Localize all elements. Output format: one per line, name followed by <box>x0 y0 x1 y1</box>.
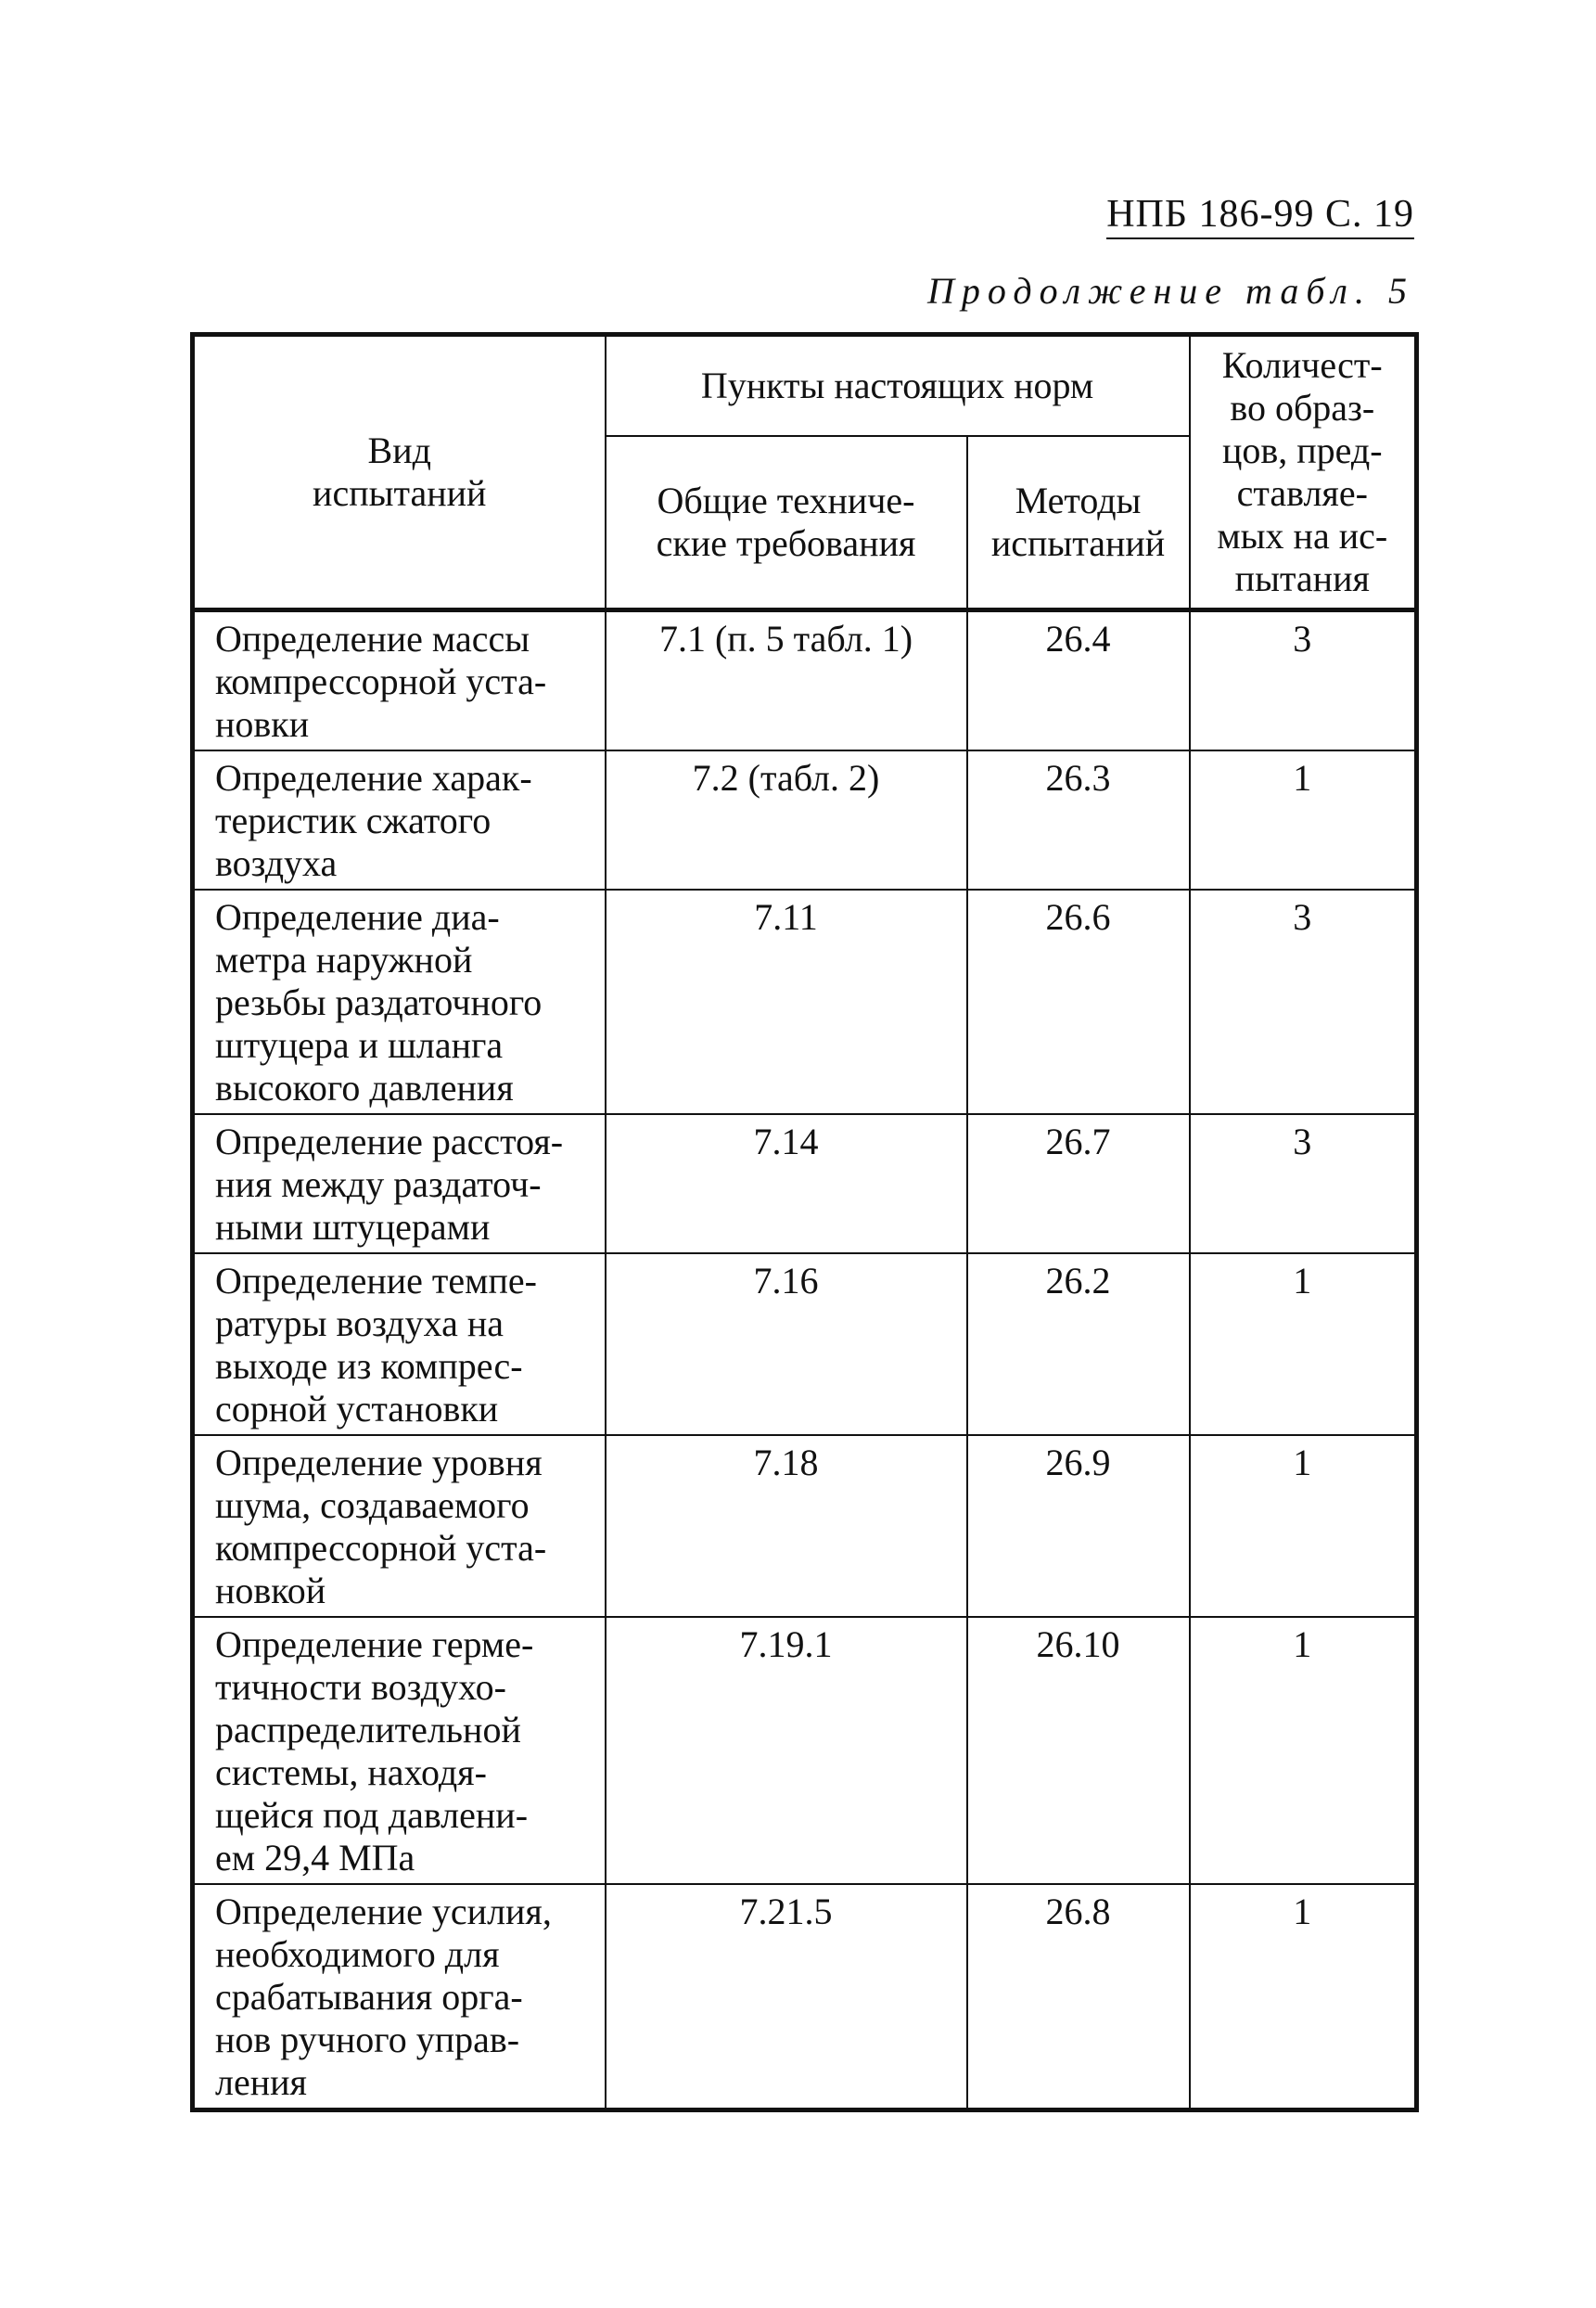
sample-count-cell: 1 <box>1190 1253 1417 1435</box>
table-continuation-caption: Продолжение табл. 5 <box>926 270 1414 312</box>
requirements-clause-cell: 7.16 <box>606 1253 967 1435</box>
test-method-clause-cell: 26.9 <box>967 1435 1190 1617</box>
table-row <box>193 1253 1417 1435</box>
table-row <box>193 750 1417 890</box>
test-method-clause-cell: 26.10 <box>967 1617 1190 1884</box>
header-test-methods: Методы испытаний <box>967 436 1190 609</box>
table-row <box>193 890 1417 1114</box>
test-method-clause-cell: 26.7 <box>967 1114 1190 1253</box>
sample-count-cell: 1 <box>1190 1884 1417 2110</box>
requirements-clause-cell: 7.14 <box>606 1114 967 1253</box>
sample-count-cell: 1 <box>1190 1617 1417 1884</box>
requirements-clause-cell: 7.18 <box>606 1435 967 1617</box>
test-type-cell: Определение расстоя- ния между раздаточ- ными штуцерами <box>193 1114 606 1253</box>
requirements-clause-cell: 7.21.5 <box>606 1884 967 2110</box>
test-method-clause-cell: 26.8 <box>967 1884 1190 2110</box>
sample-count-cell: 3 <box>1190 1114 1417 1253</box>
requirements-clause-cell: 7.2 (табл. 2) <box>606 750 967 890</box>
test-method-clause-cell: 26.2 <box>967 1253 1190 1435</box>
test-type-cell: Определение харак- теристик сжатого воздуха <box>193 750 606 890</box>
header-sample-count: Количест- во образ- цов, пред- ставляе- мых на ис- пытания <box>1190 335 1417 610</box>
test-type-cell: Определение герме- тичности воздухо- распределительной системы, находя- щейся под давлени- ем 29,4 МПа <box>193 1617 606 1884</box>
test-type-cell: Определение темпе- ратуры воздуха на выходе из компрес- сорной установки <box>193 1253 606 1435</box>
page-header-doc-ref: НПБ 186-99 С. 19 <box>1106 193 1414 239</box>
requirements-clause-cell: 7.1 (п. 5 табл. 1) <box>606 610 967 751</box>
sample-count-cell: 1 <box>1190 1435 1417 1617</box>
test-method-clause-cell: 26.4 <box>967 610 1190 751</box>
requirements-clause-cell: 7.19.1 <box>606 1617 967 1884</box>
test-method-clause-cell: 26.6 <box>967 890 1190 1114</box>
table-row <box>193 610 1417 751</box>
test-type-cell: Определение уровня шума, создаваемого компрессорной уста- новкой <box>193 1435 606 1617</box>
header-technical-requirements: Общие техниче- ские требования <box>606 436 967 609</box>
test-type-cell: Определение диа- метра наружной резьбы раздаточного штуцера и шланга высокого давления <box>193 890 606 1114</box>
table-row <box>193 1884 1417 2110</box>
test-type-cell: Определение усилия, необходимого для срабатывания орга- нов ручного управ- ления <box>193 1884 606 2110</box>
sample-count-cell: 1 <box>1190 750 1417 890</box>
requirements-clause-cell: 7.11 <box>606 890 967 1114</box>
test-type-cell: Определение массы компрессорной уста- новки <box>193 610 606 751</box>
header-norm-clauses: Пункты настоящих норм <box>606 335 1190 437</box>
header-test-type: Вид испытаний <box>193 335 606 610</box>
test-method-clause-cell: 26.3 <box>967 750 1190 890</box>
sample-count-cell: 3 <box>1190 610 1417 751</box>
table-row <box>193 1114 1417 1253</box>
table-row <box>193 1617 1417 1884</box>
sample-count-cell: 3 <box>1190 890 1417 1114</box>
table-header-row <box>193 335 1417 437</box>
table-row <box>193 1435 1417 1617</box>
tests-table <box>190 332 1419 2112</box>
